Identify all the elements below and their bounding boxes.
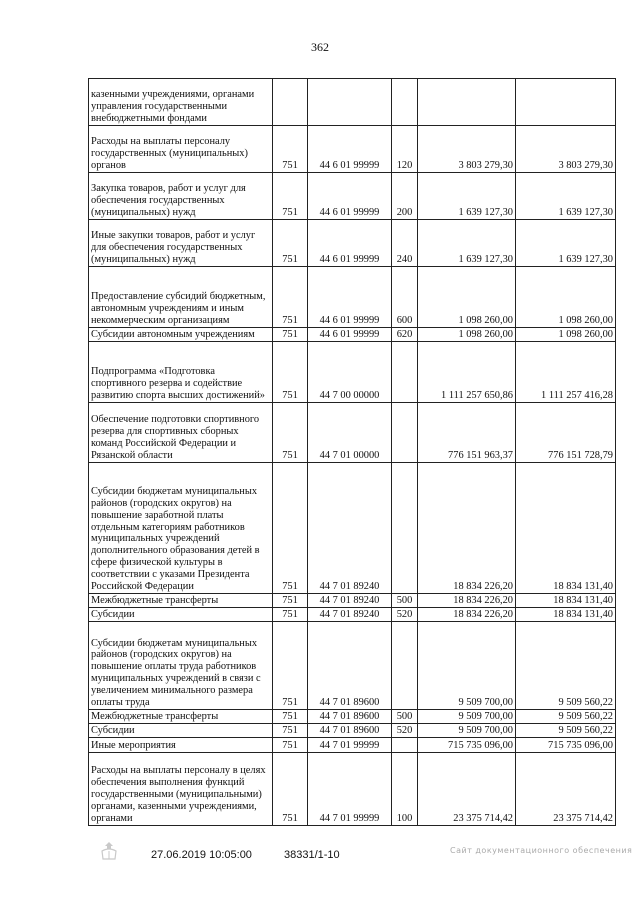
row-expense-type-cell bbox=[392, 79, 418, 126]
table-row bbox=[89, 173, 616, 220]
row-planned-sum-cell: 776 151 963,37 bbox=[418, 403, 516, 463]
row-planned-sum-cell: 1 111 257 650,86 bbox=[418, 342, 516, 403]
row-expense-type-cell bbox=[392, 738, 418, 753]
table-row bbox=[89, 267, 616, 328]
row-executed-sum-cell: 3 803 279,30 bbox=[516, 126, 616, 173]
row-planned-sum-cell bbox=[418, 79, 516, 126]
row-name-cell: Субсидии бюджетам муниципальных районов (городских округов) на повышение заработной платы отдельным категориям работников муниципальных учреждений дополнительного образования детей в сфере физической культуры в соответствии с указами Президента Российской Федерации bbox=[89, 463, 273, 594]
row-planned-sum-cell: 18 834 226,20 bbox=[418, 594, 516, 608]
row-department-code-cell: 751 bbox=[273, 724, 308, 738]
row-target-article-cell: 44 6 01 99999 bbox=[308, 173, 392, 220]
row-name-cell: Субсидии бюджетам муниципальных районов (городских округов) на повышение оплаты труда работников муниципальных учреждений в связи с увеличением минимального размера оплаты труда bbox=[89, 622, 273, 710]
row-department-code-cell: 751 bbox=[273, 403, 308, 463]
row-department-code-cell: 751 bbox=[273, 608, 308, 622]
row-name-cell: Обеспечение подготовки спортивного резерва для спортивных сборных команд Российской Федерации и Рязанской области bbox=[89, 403, 273, 463]
row-name-cell: казенными учреждениями, органами управления государственными внебюджетными фондами bbox=[89, 79, 273, 126]
row-expense-type-cell: 240 bbox=[392, 220, 418, 267]
row-department-code-cell: 751 bbox=[273, 710, 308, 724]
row-target-article-cell: 44 6 01 99999 bbox=[308, 126, 392, 173]
footer-stamp: Сайт документационного обеспечения bbox=[450, 846, 633, 855]
footer-document-code: 38331/1-10 bbox=[284, 849, 340, 861]
row-name-cell: Расходы на выплаты персоналу в целях обеспечения выполнения функций государственными (муниципальными) органами, казенными учреждениями, органами bbox=[89, 753, 273, 826]
row-target-article-cell: 44 7 01 89600 bbox=[308, 724, 392, 738]
row-executed-sum-cell: 1 098 260,00 bbox=[516, 328, 616, 342]
row-expense-type-cell bbox=[392, 463, 418, 594]
row-name-cell: Закупка товаров, работ и услуг для обеспечения государственных (муниципальных) нужд bbox=[89, 173, 273, 220]
row-planned-sum-cell: 23 375 714,42 bbox=[418, 753, 516, 826]
row-executed-sum-cell: 1 639 127,30 bbox=[516, 220, 616, 267]
row-executed-sum-cell: 776 151 728,79 bbox=[516, 403, 616, 463]
row-target-article-cell: 44 7 01 89600 bbox=[308, 710, 392, 724]
row-planned-sum-cell: 3 803 279,30 bbox=[418, 126, 516, 173]
budget-table bbox=[88, 78, 616, 826]
row-department-code-cell: 751 bbox=[273, 126, 308, 173]
row-name-cell: Подпрограмма «Подготовка спортивного резерва и содействие развитию спорта высших достижений» bbox=[89, 342, 273, 403]
row-target-article-cell: 44 6 01 99999 bbox=[308, 267, 392, 328]
row-department-code-cell: 751 bbox=[273, 267, 308, 328]
row-expense-type-cell: 520 bbox=[392, 608, 418, 622]
row-expense-type-cell: 620 bbox=[392, 328, 418, 342]
row-expense-type-cell: 500 bbox=[392, 710, 418, 724]
row-planned-sum-cell: 9 509 700,00 bbox=[418, 724, 516, 738]
table-row bbox=[89, 342, 616, 403]
row-expense-type-cell bbox=[392, 403, 418, 463]
row-planned-sum-cell: 18 834 226,20 bbox=[418, 608, 516, 622]
row-executed-sum-cell: 9 509 560,22 bbox=[516, 710, 616, 724]
footer-date: 27.06.2019 10:05:00 bbox=[151, 849, 252, 861]
row-name-cell: Иные закупки товаров, работ и услуг для обеспечения государственных (муниципальных) нужд bbox=[89, 220, 273, 267]
row-executed-sum-cell: 1 098 260,00 bbox=[516, 267, 616, 328]
row-target-article-cell: 44 7 01 99999 bbox=[308, 738, 392, 753]
row-department-code-cell: 751 bbox=[273, 173, 308, 220]
row-target-article-cell: 44 7 01 99999 bbox=[308, 753, 392, 826]
table-row bbox=[89, 220, 616, 267]
table-row bbox=[89, 738, 616, 753]
table-row bbox=[89, 463, 616, 594]
row-planned-sum-cell: 1 098 260,00 bbox=[418, 328, 516, 342]
row-name-cell: Субсидии bbox=[89, 608, 273, 622]
row-planned-sum-cell: 9 509 700,00 bbox=[418, 622, 516, 710]
crest-icon bbox=[98, 840, 120, 862]
row-target-article-cell: 44 7 01 89240 bbox=[308, 463, 392, 594]
row-department-code-cell: 751 bbox=[273, 220, 308, 267]
table-row bbox=[89, 126, 616, 173]
row-expense-type-cell: 120 bbox=[392, 126, 418, 173]
row-department-code-cell: 751 bbox=[273, 328, 308, 342]
row-expense-type-cell: 520 bbox=[392, 724, 418, 738]
row-department-code-cell: 751 bbox=[273, 753, 308, 826]
row-name-cell: Иные мероприятия bbox=[89, 738, 273, 753]
row-target-article-cell: 44 7 01 89240 bbox=[308, 608, 392, 622]
row-executed-sum-cell: 9 509 560,22 bbox=[516, 622, 616, 710]
row-target-article-cell bbox=[308, 79, 392, 126]
row-executed-sum-cell: 9 509 560,22 bbox=[516, 724, 616, 738]
table-row bbox=[89, 79, 616, 126]
row-target-article-cell: 44 7 01 89240 bbox=[308, 594, 392, 608]
row-executed-sum-cell: 18 834 131,40 bbox=[516, 594, 616, 608]
row-department-code-cell: 751 bbox=[273, 738, 308, 753]
row-executed-sum-cell: 18 834 131,40 bbox=[516, 463, 616, 594]
row-department-code-cell: 751 bbox=[273, 622, 308, 710]
row-planned-sum-cell: 18 834 226,20 bbox=[418, 463, 516, 594]
row-executed-sum-cell bbox=[516, 79, 616, 126]
table-row bbox=[89, 622, 616, 710]
row-expense-type-cell: 600 bbox=[392, 267, 418, 328]
row-expense-type-cell: 100 bbox=[392, 753, 418, 826]
row-name-cell: Субсидии bbox=[89, 724, 273, 738]
row-target-article-cell: 44 7 01 89600 bbox=[308, 622, 392, 710]
table-row bbox=[89, 724, 616, 738]
row-executed-sum-cell: 23 375 714,42 bbox=[516, 753, 616, 826]
row-executed-sum-cell: 18 834 131,40 bbox=[516, 608, 616, 622]
row-expense-type-cell: 200 bbox=[392, 173, 418, 220]
page-number: 362 bbox=[311, 40, 329, 54]
row-name-cell: Расходы на выплаты персоналу государственных (муниципальных) органов bbox=[89, 126, 273, 173]
row-department-code-cell bbox=[273, 79, 308, 126]
row-name-cell: Межбюджетные трансферты bbox=[89, 710, 273, 724]
row-planned-sum-cell: 1 639 127,30 bbox=[418, 173, 516, 220]
row-planned-sum-cell: 1 098 260,00 bbox=[418, 267, 516, 328]
table-row bbox=[89, 594, 616, 608]
row-planned-sum-cell: 9 509 700,00 bbox=[418, 710, 516, 724]
table-row bbox=[89, 753, 616, 826]
table-row bbox=[89, 328, 616, 342]
row-executed-sum-cell: 715 735 096,00 bbox=[516, 738, 616, 753]
row-name-cell: Межбюджетные трансферты bbox=[89, 594, 273, 608]
row-department-code-cell: 751 bbox=[273, 594, 308, 608]
table-row bbox=[89, 710, 616, 724]
row-target-article-cell: 44 7 01 00000 bbox=[308, 403, 392, 463]
row-planned-sum-cell: 715 735 096,00 bbox=[418, 738, 516, 753]
row-executed-sum-cell: 1 639 127,30 bbox=[516, 173, 616, 220]
row-expense-type-cell bbox=[392, 342, 418, 403]
row-name-cell: Предоставление субсидий бюджетным, автономным учреждениям и иным некоммерческим организациям bbox=[89, 267, 273, 328]
row-expense-type-cell: 500 bbox=[392, 594, 418, 608]
row-planned-sum-cell: 1 639 127,30 bbox=[418, 220, 516, 267]
row-target-article-cell: 44 6 01 99999 bbox=[308, 328, 392, 342]
table-row bbox=[89, 403, 616, 463]
row-department-code-cell: 751 bbox=[273, 463, 308, 594]
row-executed-sum-cell: 1 111 257 416,28 bbox=[516, 342, 616, 403]
row-department-code-cell: 751 bbox=[273, 342, 308, 403]
row-expense-type-cell bbox=[392, 622, 418, 710]
row-target-article-cell: 44 7 00 00000 bbox=[308, 342, 392, 403]
table-row bbox=[89, 608, 616, 622]
row-name-cell: Субсидии автономным учреждениям bbox=[89, 328, 273, 342]
row-target-article-cell: 44 6 01 99999 bbox=[308, 220, 392, 267]
